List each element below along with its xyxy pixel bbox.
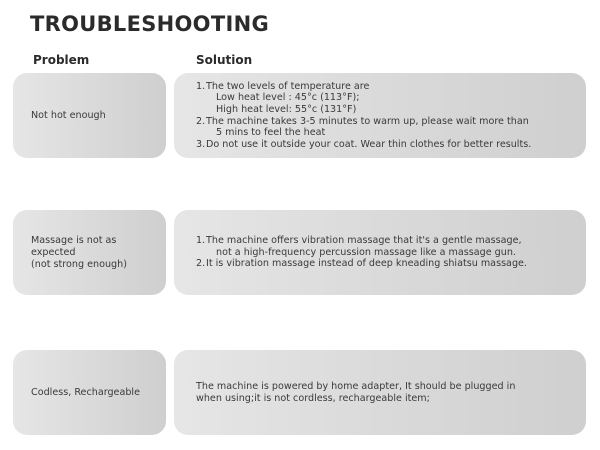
problem-text: Not hot enough [31,109,106,121]
solution-column-header: Solution [196,53,253,67]
problem-text: Codless, Rechargeable [31,386,140,398]
item-number: 1. [196,235,206,247]
solution-item [196,81,531,116]
problem-column-header: Problem [33,53,90,67]
item-number: 2. [196,258,206,270]
solution-item [196,235,527,258]
solution-box-not-hot [174,73,586,158]
item-subline: High heat level: 55°c (131°F) [216,103,357,115]
item-text-wrap [206,81,531,116]
solution-list [196,235,527,270]
solution-item [196,116,531,139]
item-text-wrap [206,235,527,258]
item-text: It is vibration massage instead of deep kneading shiatsu massage. [206,258,527,270]
solution-box-cordless [174,350,586,435]
item-subline: 5 mins to feel the heat [216,127,326,139]
item-text: The machine takes 3-5 minutes to warm up, please wait more than [206,115,529,127]
solution-text: The machine is powered by home adapter, It should be plugged in when using;it is not cordless, rechargeable item; [196,380,516,404]
item-subline: not a high-frequency percussion massage like a massage gun. [216,246,516,258]
problem-box-not-hot [13,73,166,158]
item-subline: Low heat level : 45°c (113°F); [216,92,360,104]
problem-box-massage [13,210,166,295]
item-text-wrap [206,116,531,139]
problem-text: Massage is not as expected (not strong enough) [31,234,127,270]
solution-item [196,139,531,151]
item-number: 1. [196,80,206,92]
item-text: Do not use it outside your coat. Wear thin clothes for better results. [206,138,532,150]
item-text: The two levels of temperature are [206,80,370,92]
item-number: 3. [196,138,206,150]
page-title: TROUBLESHOOTING [30,12,269,36]
solution-item [196,258,527,270]
item-number: 2. [196,115,206,127]
solution-box-massage [174,210,586,295]
problem-box-cordless [13,350,166,435]
solution-list [196,81,531,151]
item-text: The machine offers vibration massage that it's a gentle massage, [206,235,522,247]
